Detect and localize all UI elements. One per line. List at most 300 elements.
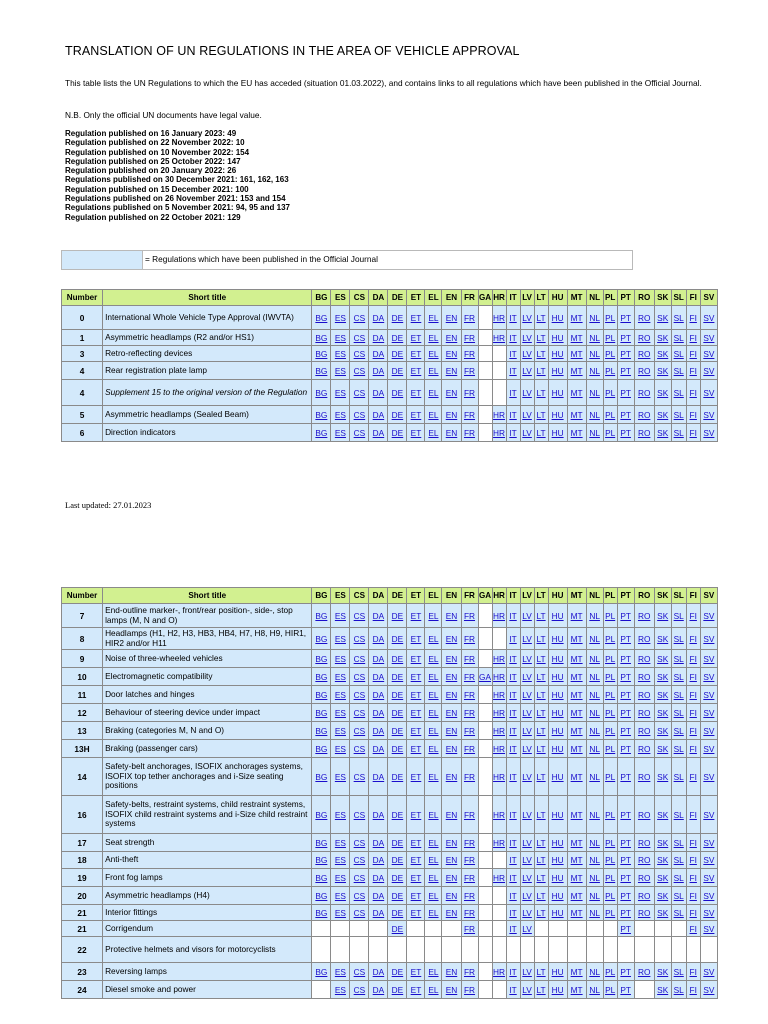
- language-link-ro[interactable]: RO: [637, 743, 651, 754]
- language-link-mt[interactable]: MT: [570, 743, 583, 754]
- language-link-hu[interactable]: HU: [551, 610, 564, 621]
- language-link-sk[interactable]: SK: [657, 365, 669, 376]
- language-link-sl[interactable]: SL: [673, 743, 684, 754]
- language-link-pl[interactable]: PL: [605, 689, 616, 700]
- language-link-cs[interactable]: CS: [353, 707, 366, 718]
- language-link-ro[interactable]: RO: [637, 365, 651, 376]
- language-link-sv[interactable]: SV: [703, 743, 715, 754]
- language-link-el[interactable]: EL: [428, 809, 439, 820]
- language-link-sv[interactable]: SV: [703, 725, 715, 736]
- language-link-sk[interactable]: SK: [657, 427, 669, 438]
- language-link-es[interactable]: ES: [334, 633, 346, 644]
- language-link-pt[interactable]: PT: [620, 387, 631, 398]
- language-link-lt[interactable]: LT: [536, 610, 546, 621]
- language-link-pt[interactable]: PT: [620, 855, 631, 865]
- language-link-lv[interactable]: LV: [522, 771, 532, 782]
- language-link-lt[interactable]: LT: [536, 743, 546, 754]
- language-link-mt[interactable]: MT: [570, 707, 583, 718]
- language-link-cs[interactable]: CS: [353, 837, 366, 848]
- language-link-hu[interactable]: HU: [551, 984, 564, 995]
- language-link-lv[interactable]: LV: [522, 409, 532, 420]
- language-link-ro[interactable]: RO: [637, 907, 651, 918]
- language-link-lt[interactable]: LT: [536, 890, 546, 901]
- language-link-es[interactable]: ES: [334, 348, 346, 359]
- language-link-hu[interactable]: HU: [551, 890, 564, 901]
- language-link-de[interactable]: DE: [391, 907, 404, 918]
- language-link-es[interactable]: ES: [334, 427, 346, 438]
- language-link-da[interactable]: DA: [372, 653, 385, 664]
- language-link-es[interactable]: ES: [334, 689, 346, 700]
- language-link-fi[interactable]: FI: [689, 809, 697, 820]
- language-link-hu[interactable]: HU: [551, 855, 564, 865]
- language-link-de[interactable]: DE: [391, 387, 404, 398]
- language-link-nl[interactable]: NL: [589, 966, 600, 977]
- language-link-da[interactable]: DA: [372, 312, 385, 323]
- language-link-lt[interactable]: LT: [536, 809, 546, 820]
- language-link-sv[interactable]: SV: [703, 312, 715, 323]
- language-link-it[interactable]: IT: [509, 409, 517, 420]
- language-link-fi[interactable]: FI: [689, 725, 697, 736]
- language-link-sv[interactable]: SV: [703, 771, 715, 782]
- language-link-ro[interactable]: RO: [637, 966, 651, 977]
- language-link-fr[interactable]: FR: [463, 984, 476, 995]
- language-link-lt[interactable]: LT: [536, 855, 546, 865]
- language-link-it[interactable]: IT: [509, 689, 517, 700]
- language-link-sk[interactable]: SK: [657, 633, 669, 644]
- language-link-sv[interactable]: SV: [703, 890, 715, 901]
- language-link-sl[interactable]: SL: [673, 633, 684, 644]
- language-link-pl[interactable]: PL: [605, 984, 616, 995]
- language-link-sl[interactable]: SL: [673, 671, 684, 682]
- language-link-et[interactable]: ET: [410, 966, 422, 977]
- language-link-mt[interactable]: MT: [570, 312, 583, 323]
- language-link-et[interactable]: ET: [410, 610, 422, 621]
- language-link-es[interactable]: ES: [334, 890, 346, 901]
- language-link-el[interactable]: EL: [428, 907, 439, 918]
- language-link-de[interactable]: DE: [391, 855, 404, 865]
- language-link-fr[interactable]: FR: [463, 689, 476, 700]
- language-link-fi[interactable]: FI: [689, 427, 697, 438]
- language-link-sl[interactable]: SL: [673, 771, 684, 782]
- language-link-ro[interactable]: RO: [637, 809, 651, 820]
- language-link-fi[interactable]: FI: [689, 855, 697, 865]
- language-link-ro[interactable]: RO: [637, 427, 651, 438]
- language-link-et[interactable]: ET: [410, 771, 422, 782]
- language-link-hu[interactable]: HU: [551, 427, 564, 438]
- language-link-nl[interactable]: NL: [589, 671, 600, 682]
- language-link-en[interactable]: EN: [445, 348, 458, 359]
- language-link-en[interactable]: EN: [445, 689, 458, 700]
- language-link-sv[interactable]: SV: [703, 348, 715, 359]
- language-link-sv[interactable]: SV: [703, 365, 715, 376]
- language-link-sv[interactable]: SV: [703, 409, 715, 420]
- language-link-sk[interactable]: SK: [657, 610, 669, 621]
- language-link-mt[interactable]: MT: [570, 653, 583, 664]
- language-link-sk[interactable]: SK: [657, 837, 669, 848]
- language-link-pt[interactable]: PT: [620, 809, 631, 820]
- language-link-el[interactable]: EL: [428, 771, 439, 782]
- language-link-hr[interactable]: HR: [493, 872, 506, 883]
- language-link-fr[interactable]: FR: [463, 332, 476, 343]
- language-link-sv[interactable]: SV: [703, 907, 715, 918]
- language-link-lt[interactable]: LT: [536, 312, 546, 323]
- language-link-da[interactable]: DA: [372, 387, 385, 398]
- language-link-pt[interactable]: PT: [620, 689, 631, 700]
- language-link-cs[interactable]: CS: [353, 610, 366, 621]
- language-link-pt[interactable]: PT: [620, 671, 631, 682]
- language-link-et[interactable]: ET: [410, 689, 422, 700]
- language-link-hu[interactable]: HU: [551, 653, 564, 664]
- language-link-pl[interactable]: PL: [605, 348, 616, 359]
- language-link-el[interactable]: EL: [428, 365, 439, 376]
- language-link-mt[interactable]: MT: [570, 365, 583, 376]
- language-link-hr[interactable]: HR: [493, 427, 506, 438]
- language-link-fr[interactable]: FR: [463, 923, 476, 934]
- language-link-hu[interactable]: HU: [551, 837, 564, 848]
- language-link-bg[interactable]: BG: [315, 837, 328, 848]
- language-link-hr[interactable]: HR: [493, 332, 506, 343]
- language-link-es[interactable]: ES: [334, 809, 346, 820]
- language-link-bg[interactable]: BG: [315, 907, 328, 918]
- language-link-de[interactable]: DE: [391, 707, 404, 718]
- language-link-da[interactable]: DA: [372, 610, 385, 621]
- language-link-mt[interactable]: MT: [570, 966, 583, 977]
- language-link-ro[interactable]: RO: [637, 610, 651, 621]
- language-link-pt[interactable]: PT: [620, 984, 631, 995]
- language-link-es[interactable]: ES: [334, 332, 346, 343]
- language-link-pt[interactable]: PT: [620, 409, 631, 420]
- language-link-lv[interactable]: LV: [522, 707, 532, 718]
- language-link-sv[interactable]: SV: [703, 809, 715, 820]
- language-link-da[interactable]: DA: [372, 633, 385, 644]
- language-link-lv[interactable]: LV: [522, 923, 532, 934]
- language-link-es[interactable]: ES: [334, 409, 346, 420]
- language-link-hu[interactable]: HU: [551, 707, 564, 718]
- language-link-cs[interactable]: CS: [353, 633, 366, 644]
- language-link-el[interactable]: EL: [428, 837, 439, 848]
- language-link-hr[interactable]: HR: [493, 671, 506, 682]
- language-link-el[interactable]: EL: [428, 387, 439, 398]
- language-link-hr[interactable]: HR: [493, 837, 506, 848]
- language-link-de[interactable]: DE: [391, 332, 404, 343]
- language-link-de[interactable]: DE: [391, 809, 404, 820]
- language-link-sk[interactable]: SK: [657, 312, 669, 323]
- language-link-lv[interactable]: LV: [522, 312, 532, 323]
- language-link-de[interactable]: DE: [391, 365, 404, 376]
- language-link-pt[interactable]: PT: [620, 771, 631, 782]
- language-link-pl[interactable]: PL: [605, 837, 616, 848]
- language-link-bg[interactable]: BG: [315, 409, 328, 420]
- language-link-el[interactable]: EL: [428, 633, 439, 644]
- language-link-da[interactable]: DA: [372, 809, 385, 820]
- language-link-de[interactable]: DE: [391, 725, 404, 736]
- language-link-sk[interactable]: SK: [657, 387, 669, 398]
- language-link-nl[interactable]: NL: [589, 427, 600, 438]
- language-link-el[interactable]: EL: [428, 671, 439, 682]
- language-link-bg[interactable]: BG: [315, 890, 328, 901]
- language-link-et[interactable]: ET: [410, 743, 422, 754]
- language-link-nl[interactable]: NL: [589, 743, 600, 754]
- language-link-hr[interactable]: HR: [493, 809, 506, 820]
- language-link-nl[interactable]: NL: [589, 707, 600, 718]
- language-link-en[interactable]: EN: [445, 890, 458, 901]
- language-link-it[interactable]: IT: [509, 872, 517, 883]
- language-link-sk[interactable]: SK: [657, 890, 669, 901]
- language-link-sl[interactable]: SL: [673, 332, 684, 343]
- language-link-cs[interactable]: CS: [353, 387, 366, 398]
- language-link-ro[interactable]: RO: [637, 872, 651, 883]
- language-link-es[interactable]: ES: [334, 984, 346, 995]
- language-link-cs[interactable]: CS: [353, 743, 366, 754]
- language-link-sl[interactable]: SL: [673, 907, 684, 918]
- language-link-et[interactable]: ET: [410, 671, 422, 682]
- language-link-pt[interactable]: PT: [620, 907, 631, 918]
- language-link-mt[interactable]: MT: [570, 409, 583, 420]
- language-link-lt[interactable]: LT: [536, 653, 546, 664]
- language-link-fi[interactable]: FI: [689, 707, 697, 718]
- language-link-hr[interactable]: HR: [493, 743, 506, 754]
- language-link-it[interactable]: IT: [509, 966, 517, 977]
- language-link-ro[interactable]: RO: [637, 837, 651, 848]
- language-link-ro[interactable]: RO: [637, 332, 651, 343]
- language-link-sk[interactable]: SK: [657, 809, 669, 820]
- language-link-pt[interactable]: PT: [620, 653, 631, 664]
- language-link-mt[interactable]: MT: [570, 907, 583, 918]
- language-link-fr[interactable]: FR: [463, 671, 476, 682]
- language-link-lt[interactable]: LT: [536, 984, 546, 995]
- language-link-it[interactable]: IT: [509, 771, 517, 782]
- language-link-de[interactable]: DE: [391, 984, 404, 995]
- language-link-en[interactable]: EN: [445, 332, 458, 343]
- language-link-it[interactable]: IT: [509, 653, 517, 664]
- language-link-lv[interactable]: LV: [522, 872, 532, 883]
- language-link-pt[interactable]: PT: [620, 348, 631, 359]
- language-link-lt[interactable]: LT: [536, 348, 546, 359]
- language-link-et[interactable]: ET: [410, 907, 422, 918]
- language-link-sk[interactable]: SK: [657, 984, 669, 995]
- language-link-nl[interactable]: NL: [589, 610, 600, 621]
- language-link-sk[interactable]: SK: [657, 872, 669, 883]
- language-link-fi[interactable]: FI: [689, 610, 697, 621]
- language-link-hu[interactable]: HU: [551, 743, 564, 754]
- language-link-sk[interactable]: SK: [657, 907, 669, 918]
- language-link-es[interactable]: ES: [334, 671, 346, 682]
- language-link-hu[interactable]: HU: [551, 332, 564, 343]
- language-link-nl[interactable]: NL: [589, 653, 600, 664]
- language-link-pl[interactable]: PL: [605, 966, 616, 977]
- language-link-sl[interactable]: SL: [673, 653, 684, 664]
- language-link-fr[interactable]: FR: [463, 855, 476, 865]
- language-link-fi[interactable]: FI: [689, 633, 697, 644]
- language-link-lv[interactable]: LV: [522, 809, 532, 820]
- language-link-sl[interactable]: SL: [673, 312, 684, 323]
- language-link-bg[interactable]: BG: [315, 671, 328, 682]
- language-link-fi[interactable]: FI: [689, 387, 697, 398]
- language-link-bg[interactable]: BG: [315, 427, 328, 438]
- language-link-es[interactable]: ES: [334, 725, 346, 736]
- language-link-de[interactable]: DE: [391, 966, 404, 977]
- language-link-pl[interactable]: PL: [605, 707, 616, 718]
- language-link-hu[interactable]: HU: [551, 365, 564, 376]
- language-link-hr[interactable]: HR: [493, 409, 506, 420]
- language-link-en[interactable]: EN: [445, 855, 458, 865]
- language-link-nl[interactable]: NL: [589, 332, 600, 343]
- language-link-lt[interactable]: LT: [536, 707, 546, 718]
- language-link-fi[interactable]: FI: [689, 671, 697, 682]
- language-link-sl[interactable]: SL: [673, 855, 684, 865]
- language-link-it[interactable]: IT: [509, 923, 517, 934]
- language-link-pl[interactable]: PL: [605, 312, 616, 323]
- language-link-sk[interactable]: SK: [657, 332, 669, 343]
- language-link-pl[interactable]: PL: [605, 610, 616, 621]
- language-link-it[interactable]: IT: [509, 365, 517, 376]
- language-link-nl[interactable]: NL: [589, 872, 600, 883]
- language-link-pt[interactable]: PT: [620, 890, 631, 901]
- language-link-lt[interactable]: LT: [536, 872, 546, 883]
- language-link-sl[interactable]: SL: [673, 966, 684, 977]
- language-link-de[interactable]: DE: [391, 312, 404, 323]
- language-link-fi[interactable]: FI: [689, 771, 697, 782]
- language-link-et[interactable]: ET: [410, 837, 422, 848]
- language-link-lv[interactable]: LV: [522, 743, 532, 754]
- language-link-fi[interactable]: FI: [689, 653, 697, 664]
- language-link-en[interactable]: EN: [445, 409, 458, 420]
- language-link-et[interactable]: ET: [410, 890, 422, 901]
- language-link-nl[interactable]: NL: [589, 890, 600, 901]
- language-link-sk[interactable]: SK: [657, 855, 669, 865]
- language-link-da[interactable]: DA: [372, 837, 385, 848]
- language-link-de[interactable]: DE: [391, 610, 404, 621]
- language-link-it[interactable]: IT: [509, 907, 517, 918]
- language-link-it[interactable]: IT: [509, 890, 517, 901]
- language-link-lv[interactable]: LV: [522, 689, 532, 700]
- language-link-da[interactable]: DA: [372, 707, 385, 718]
- language-link-sv[interactable]: SV: [703, 837, 715, 848]
- language-link-et[interactable]: ET: [410, 984, 422, 995]
- language-link-lt[interactable]: LT: [536, 427, 546, 438]
- language-link-el[interactable]: EL: [428, 725, 439, 736]
- language-link-hu[interactable]: HU: [551, 966, 564, 977]
- language-link-hr[interactable]: HR: [493, 312, 506, 323]
- language-link-fr[interactable]: FR: [463, 633, 476, 644]
- language-link-nl[interactable]: NL: [589, 837, 600, 848]
- language-link-da[interactable]: DA: [372, 725, 385, 736]
- language-link-fr[interactable]: FR: [463, 837, 476, 848]
- language-link-da[interactable]: DA: [372, 427, 385, 438]
- language-link-lv[interactable]: LV: [522, 387, 532, 398]
- language-link-es[interactable]: ES: [334, 837, 346, 848]
- language-link-el[interactable]: EL: [428, 707, 439, 718]
- language-link-es[interactable]: ES: [334, 771, 346, 782]
- language-link-it[interactable]: IT: [509, 837, 517, 848]
- language-link-nl[interactable]: NL: [589, 409, 600, 420]
- language-link-nl[interactable]: NL: [589, 771, 600, 782]
- language-link-mt[interactable]: MT: [570, 890, 583, 901]
- language-link-cs[interactable]: CS: [353, 855, 366, 865]
- language-link-hu[interactable]: HU: [551, 633, 564, 644]
- language-link-es[interactable]: ES: [334, 387, 346, 398]
- language-link-cs[interactable]: CS: [353, 890, 366, 901]
- language-link-sl[interactable]: SL: [673, 890, 684, 901]
- language-link-da[interactable]: DA: [372, 771, 385, 782]
- language-link-en[interactable]: EN: [445, 966, 458, 977]
- language-link-de[interactable]: DE: [391, 872, 404, 883]
- language-link-mt[interactable]: MT: [570, 771, 583, 782]
- language-link-mt[interactable]: MT: [570, 610, 583, 621]
- language-link-da[interactable]: DA: [372, 365, 385, 376]
- language-link-pl[interactable]: PL: [605, 427, 616, 438]
- language-link-cs[interactable]: CS: [353, 809, 366, 820]
- language-link-fi[interactable]: FI: [689, 743, 697, 754]
- language-link-es[interactable]: ES: [334, 743, 346, 754]
- language-link-et[interactable]: ET: [410, 409, 422, 420]
- language-link-hu[interactable]: HU: [551, 312, 564, 323]
- language-link-da[interactable]: DA: [372, 743, 385, 754]
- language-link-fr[interactable]: FR: [463, 743, 476, 754]
- language-link-sk[interactable]: SK: [657, 707, 669, 718]
- language-link-cs[interactable]: CS: [353, 872, 366, 883]
- language-link-ro[interactable]: RO: [637, 855, 651, 865]
- language-link-fi[interactable]: FI: [689, 348, 697, 359]
- language-link-et[interactable]: ET: [410, 725, 422, 736]
- language-link-sv[interactable]: SV: [703, 872, 715, 883]
- language-link-ro[interactable]: RO: [637, 387, 651, 398]
- language-link-es[interactable]: ES: [334, 855, 346, 865]
- language-link-mt[interactable]: MT: [570, 348, 583, 359]
- language-link-it[interactable]: IT: [509, 984, 517, 995]
- language-link-ro[interactable]: RO: [637, 653, 651, 664]
- language-link-pt[interactable]: PT: [620, 923, 631, 934]
- language-link-el[interactable]: EL: [428, 872, 439, 883]
- language-link-de[interactable]: DE: [391, 890, 404, 901]
- language-link-de[interactable]: DE: [391, 771, 404, 782]
- language-link-hu[interactable]: HU: [551, 809, 564, 820]
- language-link-de[interactable]: DE: [391, 743, 404, 754]
- language-link-sl[interactable]: SL: [673, 872, 684, 883]
- language-link-fi[interactable]: FI: [689, 409, 697, 420]
- language-link-pl[interactable]: PL: [605, 771, 616, 782]
- language-link-el[interactable]: EL: [428, 689, 439, 700]
- language-link-en[interactable]: EN: [445, 707, 458, 718]
- language-link-cs[interactable]: CS: [353, 771, 366, 782]
- language-link-sv[interactable]: SV: [703, 671, 715, 682]
- language-link-pl[interactable]: PL: [605, 743, 616, 754]
- language-link-de[interactable]: DE: [391, 837, 404, 848]
- language-link-ro[interactable]: RO: [637, 689, 651, 700]
- language-link-bg[interactable]: BG: [315, 725, 328, 736]
- language-link-es[interactable]: ES: [334, 610, 346, 621]
- language-link-sv[interactable]: SV: [703, 610, 715, 621]
- language-link-hr[interactable]: HR: [493, 707, 506, 718]
- language-link-pt[interactable]: PT: [620, 633, 631, 644]
- language-link-cs[interactable]: CS: [353, 966, 366, 977]
- language-link-hu[interactable]: HU: [551, 725, 564, 736]
- language-link-mt[interactable]: MT: [570, 671, 583, 682]
- language-link-pt[interactable]: PT: [620, 837, 631, 848]
- language-link-hr[interactable]: HR: [493, 966, 506, 977]
- language-link-bg[interactable]: BG: [315, 771, 328, 782]
- language-link-fr[interactable]: FR: [463, 427, 476, 438]
- language-link-es[interactable]: ES: [334, 365, 346, 376]
- language-link-bg[interactable]: BG: [315, 966, 328, 977]
- language-link-pt[interactable]: PT: [620, 610, 631, 621]
- language-link-en[interactable]: EN: [445, 743, 458, 754]
- language-link-lv[interactable]: LV: [522, 671, 532, 682]
- language-link-cs[interactable]: CS: [353, 671, 366, 682]
- language-link-sl[interactable]: SL: [673, 689, 684, 700]
- language-link-cs[interactable]: CS: [353, 653, 366, 664]
- language-link-nl[interactable]: NL: [589, 809, 600, 820]
